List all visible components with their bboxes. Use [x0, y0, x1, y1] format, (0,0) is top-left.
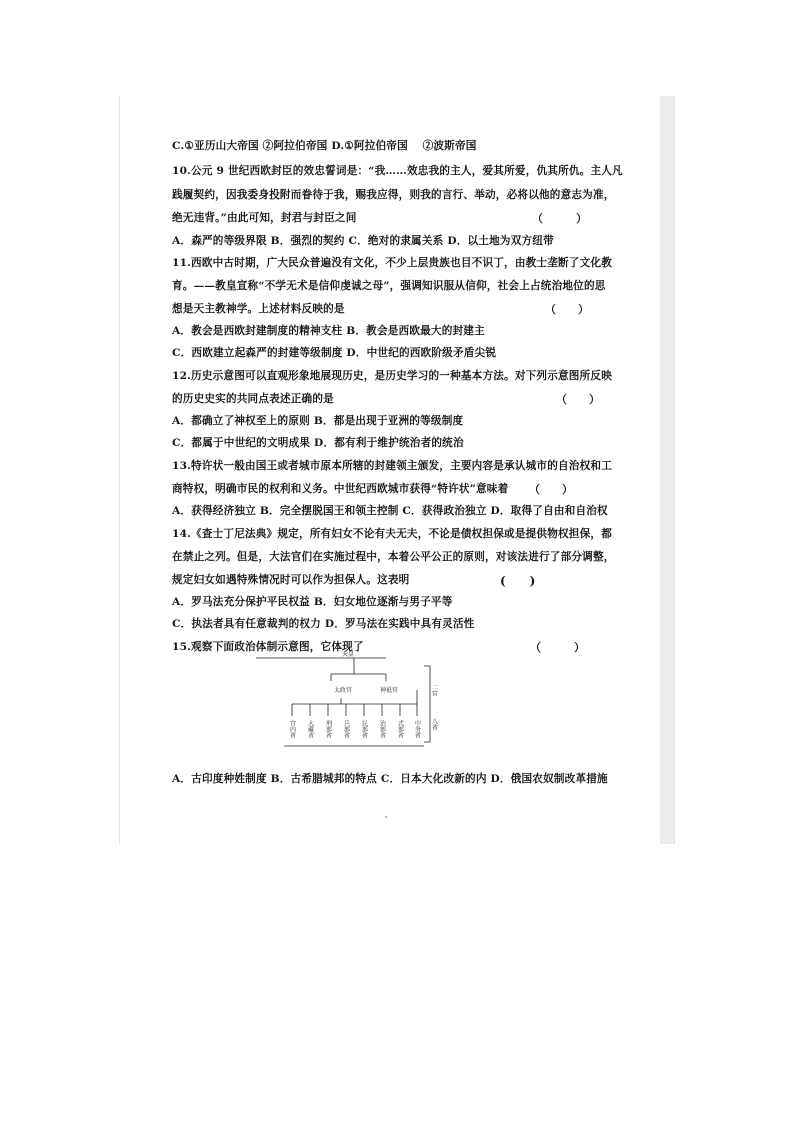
- q15-stem: 15.观察下面政治体制示意图，它体现了: [172, 641, 364, 653]
- ministry-label: 民部省: [360, 720, 368, 738]
- q13-line-1: 13.特许状一般由国王或者城市原本所辖的封建领主颁发，主要内容是承认城市的自治权和工: [172, 460, 612, 472]
- diagram-right-official: 神祇官: [380, 687, 399, 694]
- q11-line-2: 育。——教皇宣称“不学无术是信仰虔诚之母”，强调知识服从信仰，社会上占统治地位的思: [172, 280, 606, 292]
- scan-edge: [660, 96, 674, 844]
- q12-answer-bracket: （ ）: [556, 393, 600, 406]
- diagram-top-label: 天皇: [342, 651, 355, 658]
- q11-options-cd: C．西欧建立起森严的封建等级制度 D．中世纪的西欧阶级矛盾尖锐: [172, 347, 497, 359]
- q13-options: A．获得经济独立 B．完全摆脱国王和领主控制 C．获得政治独立 D．取得了自由和自治权: [172, 505, 608, 517]
- q13-line-2: 商特权，明确市民的权利和义务。中世纪西欧城市获得“特许状”意味着: [172, 483, 509, 495]
- q14-options-ab: A．罗马法充分保护平民权益 B．妇女地位逐渐与男子平等: [172, 596, 453, 608]
- q14-answer-bracket: ( ): [500, 574, 536, 588]
- ministry-label: 中务省: [413, 720, 421, 738]
- ministry-label: 兵部省: [342, 720, 350, 738]
- q14-line-2: 在禁止之列。但是，大法官们在实施过程中，本着公平公正的原则，对该法进行了部分调整，: [172, 551, 615, 563]
- q12-line-1: 12.历史示意图可以直观形象地展现历史，是历史学习的一种基本方法。对下列示意图所反映: [172, 370, 612, 382]
- diagram-side-bottom: 八省: [430, 718, 438, 730]
- ministry-label: 宫内省: [288, 720, 296, 738]
- diagram-side-bracket: [424, 666, 430, 742]
- ministry-drops: [292, 704, 417, 716]
- q15-options: A．古印度种姓制度 B．古希腊城邦的特点 C．日本大化改新的内 D．俄国农奴制改革措施: [172, 773, 608, 785]
- q14-options-cd: C．执法者具有任意裁判的权力 D．罗马法在实践中具有灵活性: [172, 618, 475, 630]
- q13-answer-bracket: （ ）: [529, 483, 573, 496]
- q11-answer-bracket: （ ）: [545, 303, 589, 316]
- diagram-side-top: 二官: [430, 684, 438, 696]
- scan-speck: [385, 816, 387, 818]
- q10-options: A．森严的等级界限 B．强烈的契约 C．绝对的隶属关系 D．以土地为双方纽带: [172, 235, 554, 247]
- q11-options-ab: A．教会是西欧封建制度的精神支柱 B．教会是西欧最大的封建主: [172, 325, 485, 337]
- ministry-labels: [289, 719, 421, 739]
- q12-options-ab: A．都确立了神权至上的原则 B．都是出现于亚洲的等级制度: [172, 415, 464, 427]
- q15-answer-bracket: （ ）: [530, 641, 585, 654]
- political-system-diagram: [256, 648, 456, 760]
- q10-line-3: 绝无违背。”由此可知，封君与封臣之间: [172, 212, 357, 224]
- ministry-label: 治部省: [378, 720, 386, 738]
- q9-option-cd: C.①亚历山大帝国 ②阿拉伯帝国 D.①阿拉伯帝国 ②波斯帝国: [172, 140, 477, 152]
- q11-line-1: 11.西欧中古时期，广大民众普遍没有文化，不少上层贵族也目不识丁，由教士垄断了文化教: [172, 257, 612, 269]
- q11-line-3: 想是天主教神学。上述材料反映的是: [172, 303, 345, 315]
- ministry-label: 大藏省: [306, 720, 314, 738]
- q12-options-cd: C．都属于中世纪的文明成果 D．都有利于维护统治者的统治: [172, 437, 464, 449]
- q14-line-1: 14.《查士丁尼法典》规定，所有妇女不论有夫无夫，不论是债权担保或是提供物权担保，都: [172, 528, 612, 540]
- ministry-label: 式部省: [396, 720, 404, 738]
- q10-line-1: 10.公元 9 世纪西欧封臣的效忠誓词是：“我……效忠我的主人，爱其所爱，仇其所仇。主人凡: [172, 165, 623, 177]
- ministry-label: 刑部省: [324, 720, 332, 738]
- q12-line-2: 的历史史实的共同点表述正确的是: [172, 393, 334, 405]
- diagram-left-official: 太政官: [334, 687, 353, 694]
- q10-answer-bracket: （ ）: [532, 212, 587, 225]
- q14-line-3: 规定妇女如遇特殊情况时可以作为担保人。这表明: [172, 574, 410, 586]
- q10-line-2: 践履契约，因我委身投附而眷待于我，赐我应得，则我的言行、举动，必将以他的意志为准，: [172, 189, 615, 201]
